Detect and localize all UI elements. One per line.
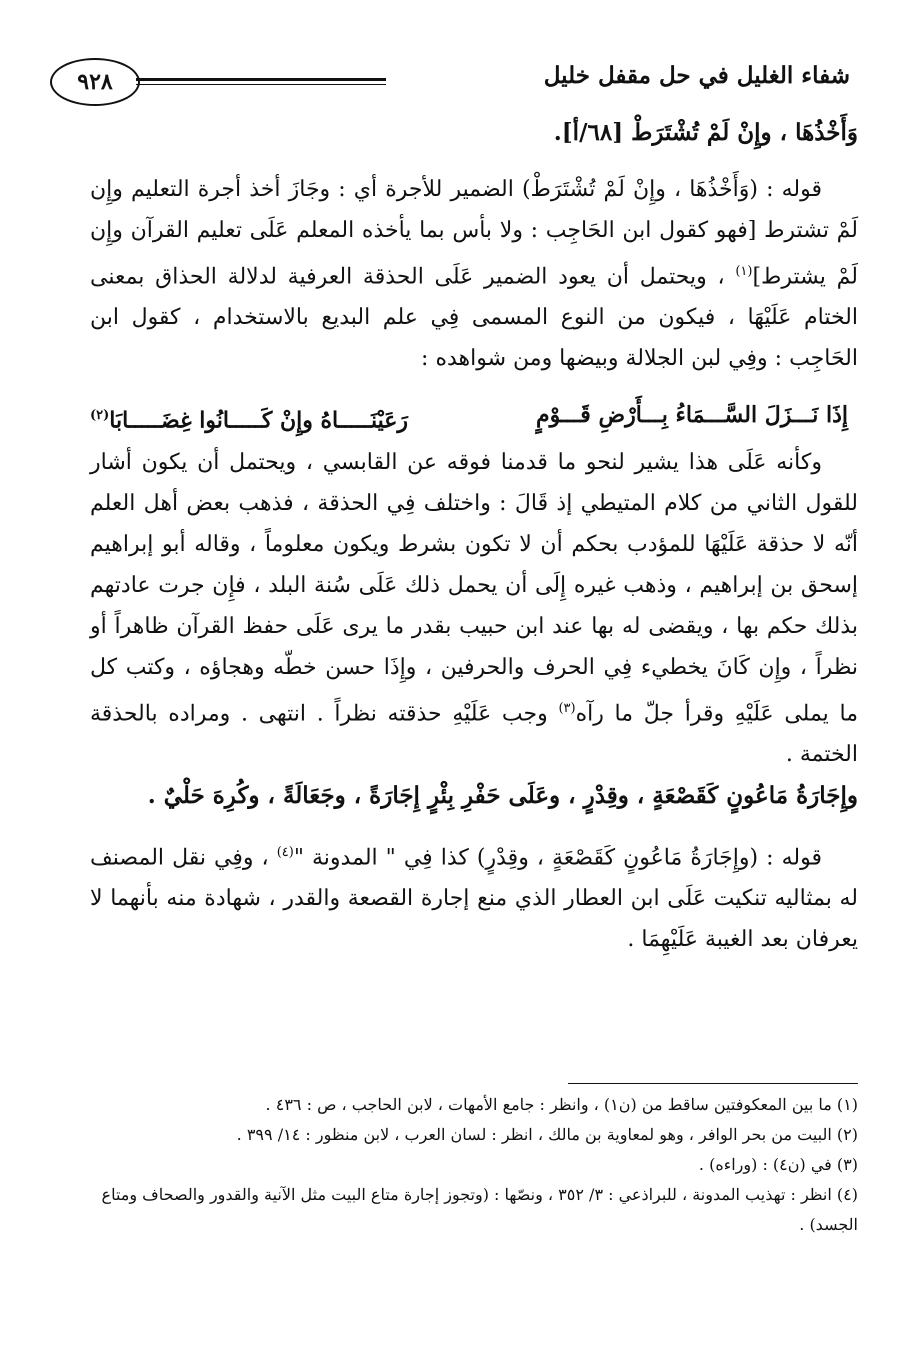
commentary-text: قوله : (وإِجَارَةُ مَاعُونٍ كَقَصْعَةٍ ، وقِدْرٍ) كذا فِي " المدونة " bbox=[293, 845, 822, 871]
header-rule-thin bbox=[136, 84, 386, 85]
footnote-2: (٢) البيت من بحر الوافر ، وهو لمعاوية بن مالك ، انظر : لسان العرب ، لابن منظور : ١٤/ ٣٩٩ . bbox=[236, 1125, 858, 1144]
commentary-paragraph-2 bbox=[90, 442, 858, 775]
footnote-1: (١) ما بين المعكوفتين ساقط من (ن١) ، وانظر : جامع الأمهات ، لابن الحاجب ، ص : ٤٣٦ . bbox=[265, 1095, 858, 1114]
matn-paragraph-2: وإِجَارَةُ مَاعُونٍ كَقَصْعَةٍ ، وقِدْرٍ ، وعَلَى حَفْرِ بِئْرٍ إِجَارَةً ، وجَعَالَةً ، وكُرِهَ حَلْيٌ . bbox=[147, 781, 858, 809]
commentary-paragraph-3 bbox=[90, 832, 858, 960]
commentary-text: ، ويحتمل أن يعود الضمير عَلَى الحذقة العرفية لدلالة الحذاق بمعنى الختام عَلَيْهَا ، فيكون من النوع المسمى فِي علم البديع بالاستخدام ، كقول ابن الحَاجِب : وفِي لبن الجلالة وبيضها ومن شواهده : bbox=[90, 264, 858, 372]
verse-second-text: رَعَيْنَـــــاهُ وإِنْ كَـــــانُوا غِضَـــــابَا bbox=[109, 407, 408, 434]
commentary-paragraph-1 bbox=[90, 169, 858, 379]
footnote-ref: (٤) bbox=[276, 844, 294, 860]
main-text bbox=[90, 112, 858, 960]
footnote-ref: (٢) bbox=[90, 408, 110, 424]
commentary-text: قوله : (وَأَخْذُهَا ، وإِنْ لَمْ تُشْتَرَطْ) الضمير للأجرة أي : وجَازَ أخذ أجرة التعليم وإِن لَمْ تشترط [فهو كقول ابن الحَاجِب : ولا بأس بما يأخذه المعلم عَلَى تعليم القرآن وإِن لَمْ يشترط] bbox=[90, 177, 858, 290]
matn-paragraph-1: وَأَخْذُهَا ، وإِنْ لَمْ تُشْتَرَطْ [٦٨/أ]. bbox=[553, 119, 858, 146]
poem-verse bbox=[90, 395, 858, 441]
header-rule bbox=[136, 78, 386, 81]
footnote-separator bbox=[568, 1083, 858, 1084]
footnote-ref: (١) bbox=[735, 264, 753, 279]
running-title: شفاء الغليل في حل مقفل خليل bbox=[543, 62, 850, 89]
verse-second-hemistich bbox=[90, 395, 408, 441]
page-header bbox=[50, 58, 850, 108]
footnote-3: (٣) في (ن٤) : (وراءه) . bbox=[698, 1155, 858, 1174]
commentary-text: ، وفِي نقل المصنف له بمثاليه تنكيت عَلَى ابن العطار الذي منع إجارة القصعة والقدر ، شهادة منه بأنهما لا يعرفان بعد الغيبة عَلَيْهِمَا . bbox=[90, 845, 858, 953]
footnote-ref: (٣) bbox=[558, 700, 576, 716]
verse-first-hemistich: إِذَا نَـــزَلَ السَّـــمَاءُ بِـــأَرْضِ قَـــوْمٍ bbox=[535, 402, 848, 429]
footnote-4: (٤) انظر : تهذيب المدونة ، للبراذعي : ٣/ ٣٥٢ ، ونصّها : (وتجوز إجارة متاع البيت مثل الآنية والقدور والصحاف ومتاع الجسد) . bbox=[101, 1185, 858, 1234]
commentary-text: وكأنه عَلَى هذا يشير لنحو ما قدمنا فوقه عن القابسي ، ويحتمل أن يكون أشار للقول الثاني من كلام المتيطي إذ قَالَ : واختلف فِي الحذقة ، فذهب بعض أهل العلم أنّه لا حذقة عَلَيْهَا للمؤدب بحكم أن لا تكون بشرط ويكون معلوماً ، وقاله أبو إبراهيم إسحق بن إبراهيم ، وذهب غيره إِلَى أن يحمل ذلك عَلَى سُنة البلد ، فإِن جرت عادتهم بذلك حكم بها ، ويقضى له بها عند ابن حبيب بقدر ما يرى عَلَى حفظ القرآن ظاهراً أو نظراً ، وإِن كَانَ يخطيء فِي الحرف والحرفين ، وإِذَا حسن خطّه وهجاؤه ، وكتب كل ما يملى عَلَيْهِ وقرأ جلّ ما رآه bbox=[90, 449, 858, 726]
footnotes bbox=[92, 1090, 858, 1240]
page-number: ٩٢٨ bbox=[50, 58, 140, 106]
commentary-text: وجب عَلَيْهِ حذقته نظراً . انتهى . ومراده بالحذقة الختمة . bbox=[90, 700, 858, 767]
